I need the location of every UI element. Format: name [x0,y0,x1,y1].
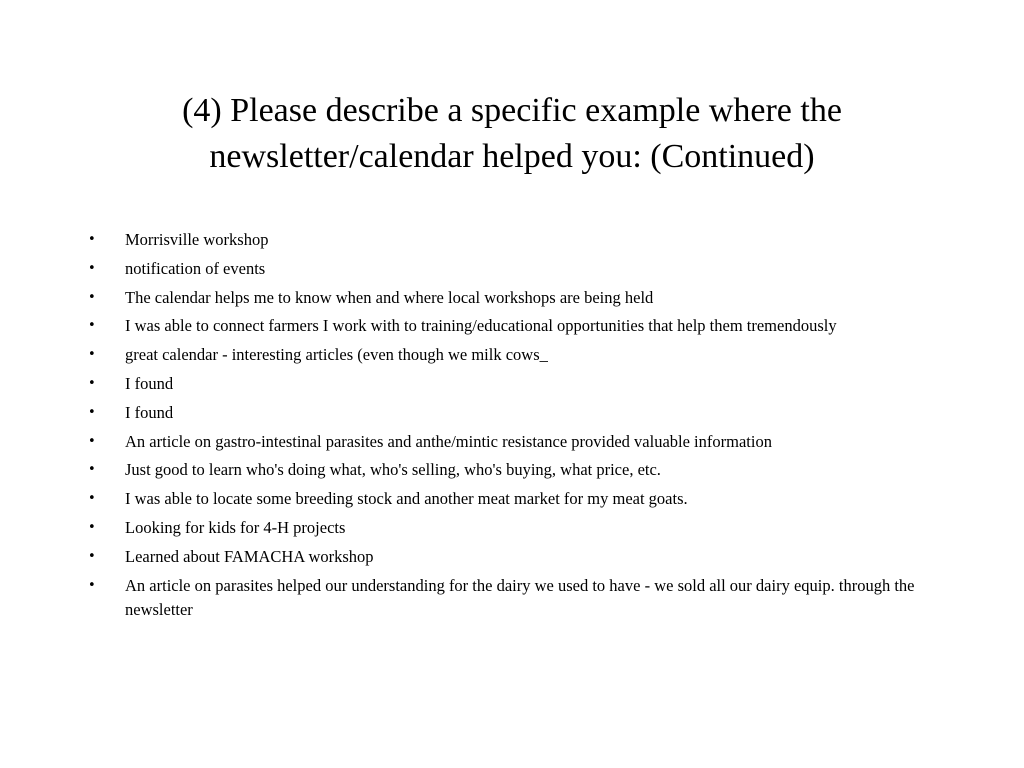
list-item-text: great calendar - interesting articles (even though we milk cows_ [125,345,548,365]
list-item-text: An article on gastro-intestinal parasites and anthe/mintic resistance provided valuable information [125,431,772,451]
slide-title-line-2: newsletter/calendar helped you: (Continued) [209,138,815,175]
list-item-text: Learned about FAMACHA workshop [125,546,374,566]
bullet-icon: • [88,519,96,535]
list-item-text: I was able to locate some breeding stock and another meat market for my meat goats. [125,489,688,509]
bullet-icon: • [88,260,96,276]
bullet-icon: • [88,347,96,363]
bullet-icon: • [88,375,96,391]
bullet-icon: • [88,404,96,420]
list-item [88,314,948,338]
list-item [88,286,948,310]
list-item-text: notification of events [125,258,266,278]
list-item-text: Morrisville workshop [125,230,269,249]
list-item [88,228,948,252]
list-item [88,372,948,396]
bullet-icon: • [88,462,96,478]
bullet-icon: • [88,548,96,564]
bullet-icon: • [88,289,96,305]
list-item-text: I was able to connect farmers I work with to training/educational opportunities that help them tremendously [125,316,837,336]
list-item [88,401,948,425]
list-item [88,257,948,281]
bullet-icon: • [88,232,96,247]
list-item-text: Just good to learn who's doing what, who's selling, who's buying, what price, etc. [125,460,661,480]
list-item-text: I found [125,402,174,422]
list-item-text: An article on parasites helped our understanding for the dairy we used to have - we sold all our dairy equip. through the newsletter [125,575,915,619]
bullet-icon: • [88,577,96,593]
list-item-text: The calendar helps me to know when and where local workshops are being held [125,287,654,307]
slide-title [60,88,964,180]
list-item-text: Looking for kids for 4-H projects [125,517,346,537]
bullet-icon: • [88,491,96,507]
list-item [88,545,948,569]
list-item [88,516,948,540]
bullet-icon: • [88,318,96,334]
bullet-list [88,228,948,626]
bullet-icon: • [88,433,96,449]
list-item [88,574,948,622]
slide-title-line-1: (4) Please describe a specific example where the [182,92,842,129]
list-item [88,343,948,367]
list-item [88,487,948,511]
list-item-text: I found [125,373,174,393]
list-item [88,458,948,482]
list-item [88,430,948,454]
